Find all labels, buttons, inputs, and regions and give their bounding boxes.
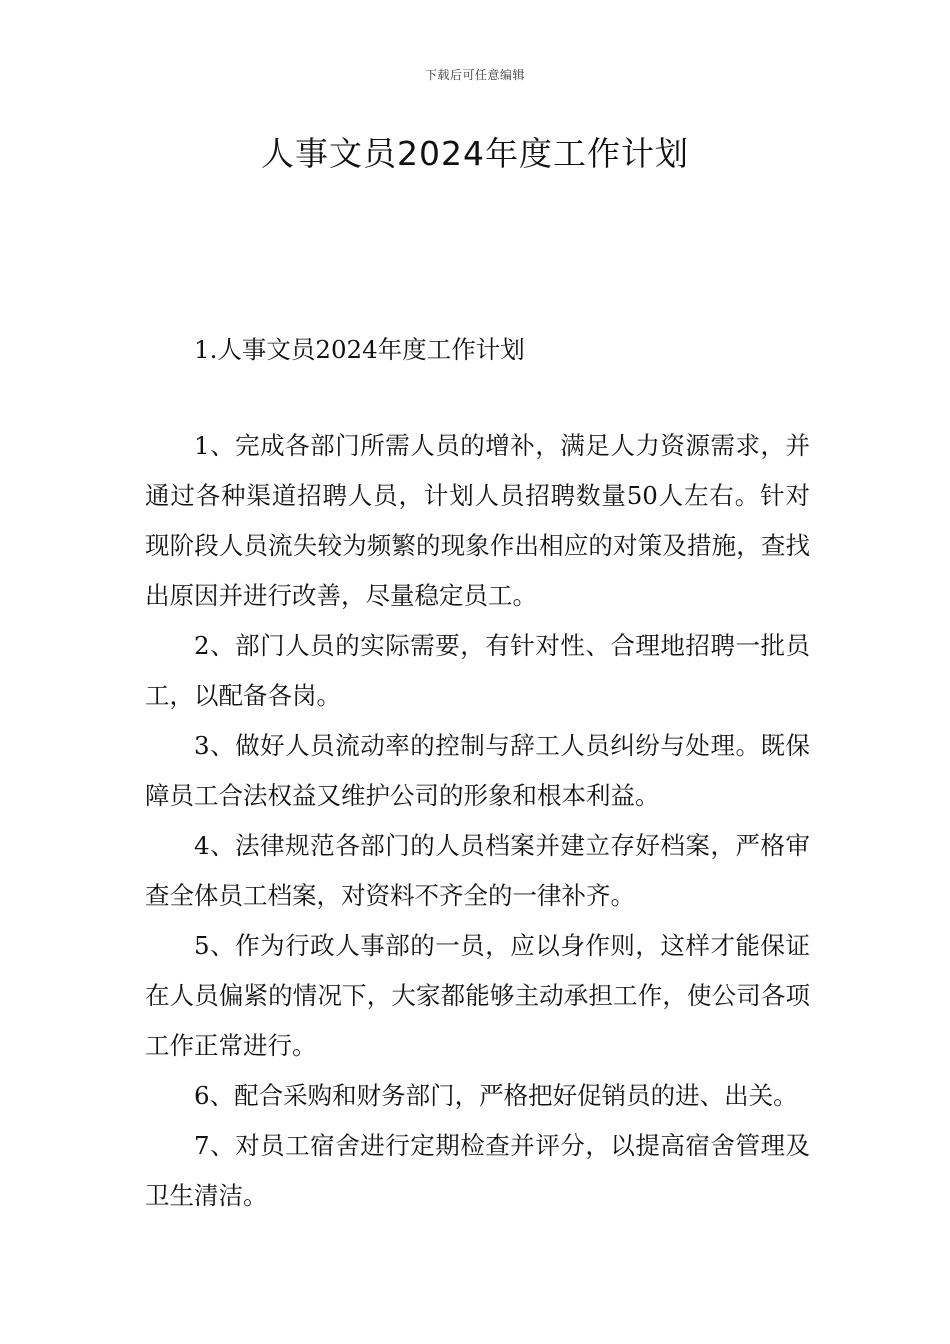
plan-item-1: 1、完成各部门所需人员的增补，满足人力资源需求，并通过各种渠道招聘人员，计划人员招聘数量50人左右。针对现阶段人员流失较为频繁的现象作出相应的对策及措施，查找出原因并进行改善，尽量稳定员工。 [145,431,810,610]
plan-item-4: 4、法律规范各部门的人员档案并建立存好档案，严格审查全体员工档案，对资料不齐全的一律补齐。 [145,831,810,910]
plan-item-3: 3、做好人员流动率的控制与辞工人员纠纷与处理。既保障员工合法权益又维护公司的形象和根本利益。 [145,731,810,810]
section-heading: 1.人事文员2024年度工作计划 [194,335,525,364]
header-note: 下载后可任意编辑 [424,68,525,82]
document-title: 人事文员2024年度工作计划 [261,134,689,173]
plan-item-5: 5、作为行政人事部的一员，应以身作则，这样才能保证在人员偏紧的情况下，大家都能够主动承担工作，使公司各项工作正常进行。 [145,931,810,1060]
plan-item-6: 6、配合采购和财务部门，严格把好促销员的进、出关。 [194,1081,798,1110]
plan-items-list [145,421,810,1221]
plan-item-2: 2、部门人员的实际需要，有针对性、合理地招聘一批员工，以配备各岗。 [145,631,810,710]
plan-item-7: 7、对员工宿舍进行定期检查并评分，以提高宿舍管理及卫生清洁。 [145,1131,810,1210]
